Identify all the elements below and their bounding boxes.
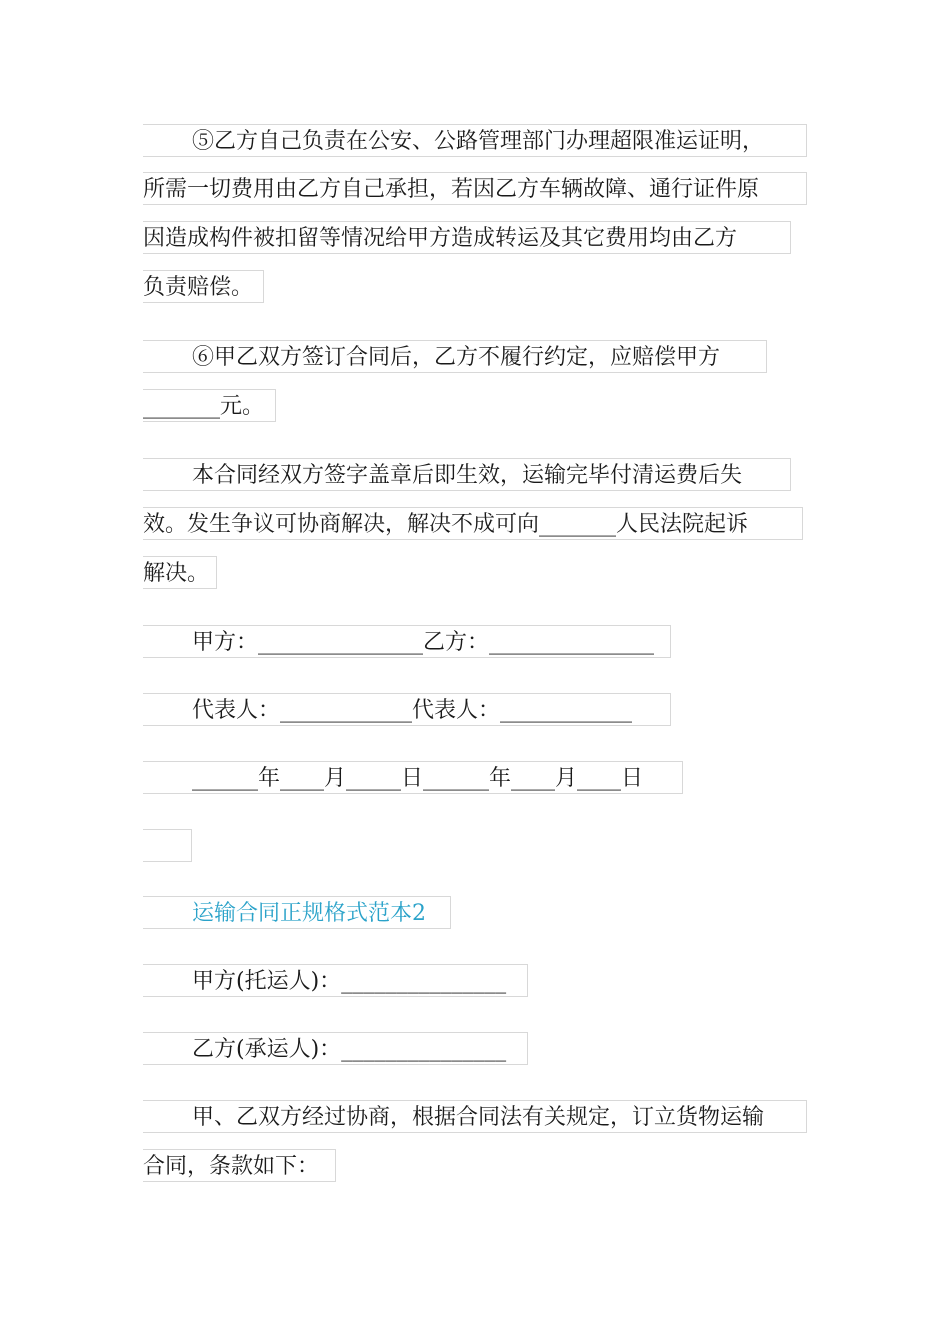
text-line: 负责赔偿。 [143, 270, 264, 303]
carrier-field: 乙方(承运人)：_______________ [143, 1032, 528, 1065]
empty-line [143, 829, 192, 862]
text-line: 解决。 [143, 556, 217, 589]
signature-party-line: 甲方：_______________乙方：_______________ [143, 625, 671, 658]
text-line: ⑥甲乙双方签订合同后，乙方不履行约定，应赔偿甲方 [143, 340, 767, 373]
signature-representative-line: 代表人：____________代表人：____________ [143, 693, 671, 726]
section-heading: 运输合同正规格式范本2 [143, 896, 451, 929]
text-line: 因造成构件被扣留等情况给甲方造成转运及其它费用均由乙方 [143, 221, 791, 254]
text-line: ⑤乙方自己负责在公安、公路管理部门办理超限准运证明， [143, 124, 807, 157]
text-line: 甲、乙双方经过协商，根据合同法有关规定，订立货物运输 [143, 1100, 807, 1133]
text-line: _______元。 [143, 389, 276, 422]
signature-date-line: ______年____月_____日______年____月____日 [143, 761, 683, 794]
text-line: 本合同经双方签字盖章后即生效，运输完毕付清运费后失 [143, 458, 791, 491]
text-line: 效。发生争议可协商解决，解决不成可向_______人民法院起诉 [143, 507, 803, 540]
shipper-field: 甲方(托运人)：_______________ [143, 964, 528, 997]
text-line: 合同，条款如下： [143, 1149, 336, 1182]
text-line: 所需一切费用由乙方自己承担，若因乙方车辆故障、通行证件原 [143, 172, 807, 205]
